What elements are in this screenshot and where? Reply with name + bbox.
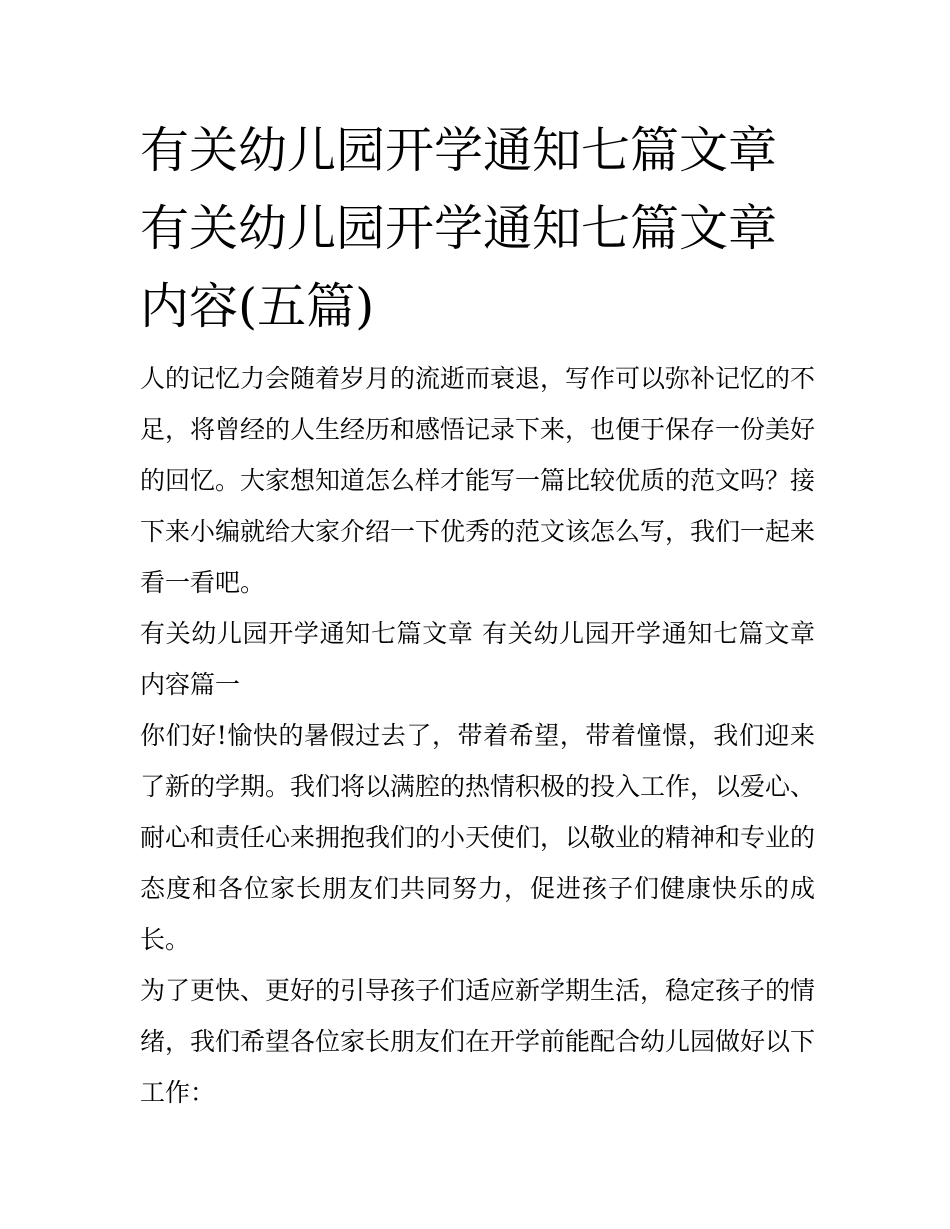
body-paragraph: 为了更快、更好的引导孩子们适应新学期生活，稳定孩子的情绪，我们希望各位家长朋友们在开学前能配合幼儿园做好以下工作：	[140, 976, 816, 1107]
document-body	[140, 353, 815, 1118]
document-page	[140, 112, 815, 1118]
body-paragraph: 你们好!愉快的暑假过去了，带着希望，带着憧憬，我们迎来了新的学期。我们将以满腔的热情积极的投入工作，以爱心、耐心和责任心来拥抱我们的小天使们，以敬业的精神和专业的态度和各位家长朋友们共同努力，促进孩子们健康快乐的成长。	[140, 721, 816, 954]
intro-paragraph: 人的记忆力会随着岁月的流逝而衰退，写作可以弥补记忆的不足，将曾经的人生经历和感悟记录下来，也便于保存一份美好的回忆。大家想知道怎么样才能写一篇比较优质的范文吗？接下来小编就给大家介绍一下优秀的范文该怎么写，我们一起来看一看吧。	[140, 364, 816, 597]
section-heading: 有关幼儿园开学通知七篇文章 有关幼儿园开学通知七篇文章内容篇一	[140, 619, 815, 699]
document-title: 有关幼儿园开学通知七篇文章 有关幼儿园开学通知七篇文章内容(五篇)	[140, 122, 778, 335]
